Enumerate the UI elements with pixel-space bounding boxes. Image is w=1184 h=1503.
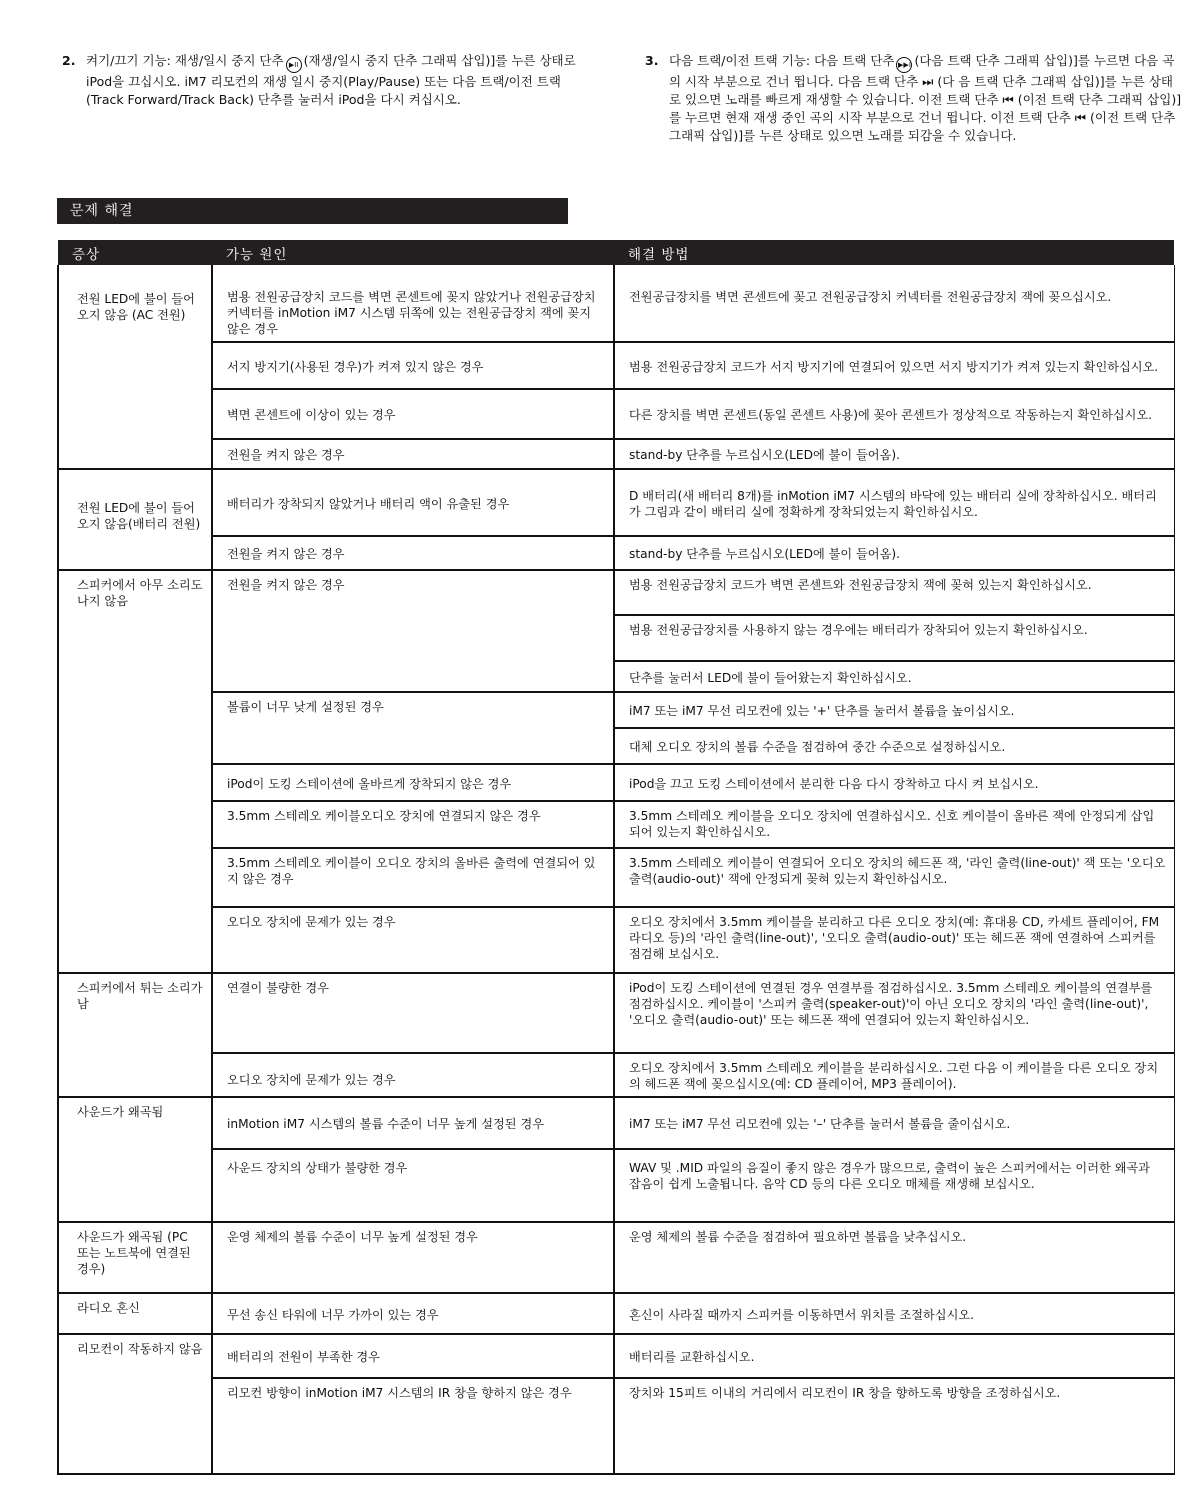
solution-cell: 3.5mm 스테레오 케이블이 연결되어 오디오 장치의 헤드폰 잭, '라인 출력(line-out)' 잭 또는 '오디오 출력(audio-out)' 잭에 안정되게 꽂혀 있는지 확인하십시오. bbox=[614, 848, 1174, 907]
header-cause: 가능 원인 bbox=[212, 240, 614, 265]
table-row bbox=[58, 439, 1174, 469]
troubleshooting-table bbox=[57, 240, 1173, 1475]
cause-cell: 배터리의 전원이 부족한 경우 bbox=[212, 1334, 614, 1378]
table-row bbox=[58, 692, 1174, 728]
solution-cell: WAV 및 .MID 파일의 음질이 좋지 않은 경우가 많으므로, 출력이 높은 스피커에서는 이러한 왜곡과 잡음이 쉽게 노출됩니다. 음악 CD 등의 다른 오디오 매체를 재생해 보십시오. bbox=[614, 1149, 1174, 1222]
solution-cell: 오디오 장치에서 3.5mm 스테레오 케이블을 분리하십시오. 그런 다음 이 케이블을 다른 오디오 장치의 헤드폰 잭에 꽂으십시오(예: CD 플레이어, MP3 플레이어). bbox=[614, 1053, 1174, 1097]
table-row bbox=[58, 1149, 1174, 1222]
cause-cell: 전원을 켜지 않은 경우 bbox=[212, 570, 614, 692]
cause-cell: 서지 방지기(사용된 경우)가 켜져 있지 않은 경우 bbox=[212, 342, 614, 389]
solution-cell: 대체 오디오 장치의 볼륨 수준을 점검하여 중간 수준으로 설정하십시오. bbox=[614, 728, 1174, 764]
table-row bbox=[58, 1293, 1174, 1334]
play-pause-icon: ▶II bbox=[286, 57, 302, 73]
table-row bbox=[58, 1097, 1174, 1149]
cause-cell: 범용 전원공급장치 코드를 벽면 콘센트에 꽂지 않았거나 전원공급장치 커넥터를 inMotion iM7 시스템 뒤쪽에 있는 전원공급장치 잭에 꽂지 않은 경우 bbox=[212, 265, 614, 342]
table-row bbox=[58, 342, 1174, 389]
table-row bbox=[58, 848, 1174, 907]
solution-cell: 장치와 15피트 이내의 거리에서 리모컨이 IR 창을 향하도록 방향을 조정하십시오. bbox=[614, 1378, 1174, 1474]
header-solution: 해결 방법 bbox=[614, 240, 1174, 265]
cause-cell: 사운드 장치의 상태가 불량한 경우 bbox=[212, 1149, 614, 1222]
step-number: 2. bbox=[62, 53, 76, 68]
symptom-cell: 스피커에서 아무 소리도 나지 않음 bbox=[58, 570, 212, 973]
cause-cell: 무선 송신 타워에 너무 가까이 있는 경우 bbox=[212, 1293, 614, 1334]
table-row bbox=[58, 801, 1174, 848]
step-text-cont: (다음 트랙 단추 그래픽 삽입)]를 누르면 다음 곡의 시작 부분으로 건너 뜁니다. 다음 트랙 단추 ⏭ (다 음 트랙 단추 그래픽 삽입)]를 누른 상태로 있으면 노래를 빠르게 재생할 수 있습니다. 이전 트랙 단추 ⏮ (이전 트랙 단추 그래픽 삽입)]를 누르면 현재 재생 중인 곡의 시작 부분으로 건너 뜁니다. 이전 트랙 단추 ⏮ (이전 트랙 단추 그래픽 삽입)]를 누른 상태로 있으면 노래를 되감을 수 있습니다. bbox=[669, 53, 1182, 143]
solution-cell: 오디오 장치에서 3.5mm 케이블을 분리하고 다른 오디오 장치(예: 휴대용 CD, 카세트 플레이어, FM 라디오 등)의 '라인 출력(line-out)', '오디오 출력(audio-out)' 또는 헤드폰 잭에 연결하여 스피커를 점검해 보십시오. bbox=[614, 907, 1174, 973]
cause-cell: 3.5mm 스테레오 케이블이 오디오 장치의 올바른 출력에 연결되어 있지 않은 경우 bbox=[212, 848, 614, 907]
cause-cell: inMotion iM7 시스템의 볼륨 수준이 너무 높게 설정된 경우 bbox=[212, 1097, 614, 1149]
solution-cell: iM7 또는 iM7 무선 리모컨에 있는 '+' 단추를 눌러서 볼륨을 높이십시오. bbox=[614, 692, 1174, 728]
solution-cell: 범용 전원공급장치 코드가 서지 방지기에 연결되어 있으면 서지 방지기가 켜져 있는지 확인하십시오. bbox=[614, 342, 1174, 389]
cause-cell: 연결이 불량한 경우 bbox=[212, 973, 614, 1053]
table-row bbox=[58, 1334, 1174, 1378]
symptom-cell: 사운드가 왜곡됨 (PC 또는 노트북에 연결된 경우) bbox=[58, 1222, 212, 1293]
section-title: 문제 해결 bbox=[57, 198, 568, 224]
symptom-cell: 사운드가 왜곡됨 bbox=[58, 1097, 212, 1222]
cause-cell: 전원을 켜지 않은 경우 bbox=[212, 439, 614, 469]
symptom-cell: 전원 LED에 불이 들어오지 않음 (AC 전원) bbox=[58, 265, 212, 469]
table-header bbox=[58, 240, 1174, 265]
table-row bbox=[58, 764, 1174, 801]
table-row bbox=[58, 973, 1174, 1053]
cause-cell: 운영 체제의 볼륨 수준이 너무 높게 설정된 경우 bbox=[212, 1222, 614, 1293]
step-text: 다음 트랙/이전 트랙 기능: 다음 트랙 단추 bbox=[669, 53, 895, 68]
solution-cell: stand-by 단추를 누르십시오(LED에 불이 들어옴). bbox=[614, 439, 1174, 469]
solution-cell: 다른 장치를 벽면 콘센트(동일 콘센트 사용)에 꽂아 콘센트가 정상적으로 작동하는지 확인하십시오. bbox=[614, 389, 1174, 439]
step-text: 켜기/끄기 기능: 재생/일시 중지 단추 bbox=[86, 53, 284, 68]
symptom-cell: 전원 LED에 불이 들어오지 않음(배터리 전원) bbox=[58, 469, 212, 570]
solution-cell: 전원공급장치를 벽면 콘센트에 꽂고 전원공급장치 커넥터를 전원공급장치 잭에 꽂으십시오. bbox=[614, 265, 1174, 342]
cause-cell: 리모컨 방향이 inMotion iM7 시스템의 IR 창을 향하지 않은 경우 bbox=[212, 1378, 614, 1474]
cause-cell: 오디오 장치에 문제가 있는 경우 bbox=[212, 1053, 614, 1097]
table-row bbox=[58, 1378, 1174, 1474]
cause-cell: 벽면 콘센트에 이상이 있는 경우 bbox=[212, 389, 614, 439]
cause-cell: 오디오 장치에 문제가 있는 경우 bbox=[212, 907, 614, 973]
solution-cell: 운영 체제의 볼륨 수준을 점검하여 필요하면 볼륨을 낮추십시오. bbox=[614, 1222, 1174, 1293]
cause-cell: 배터리가 장착되지 않았거나 배터리 액이 유출된 경우 bbox=[212, 469, 614, 536]
table-row bbox=[58, 1053, 1174, 1097]
table-row bbox=[58, 469, 1174, 536]
solution-cell: 3.5mm 스테레오 케이블을 오디오 장치에 연결하십시오. 신호 케이블이 올바른 잭에 안정되게 삽입되어 있는지 확인하십시오. bbox=[614, 801, 1174, 848]
symptom-cell: 리모컨이 작동하지 않음 bbox=[58, 1334, 212, 1474]
solution-cell: 혼신이 사라질 때까지 스피커를 이동하면서 위치를 조절하십시오. bbox=[614, 1293, 1174, 1334]
symptom-cell: 라디오 혼신 bbox=[58, 1293, 212, 1334]
solution-cell: iPod을 끄고 도킹 스테이션에서 분리한 다음 다시 장착하고 다시 켜 보십시오. bbox=[614, 764, 1174, 801]
step-number: 3. bbox=[645, 53, 659, 68]
intro-step-3 bbox=[645, 52, 1184, 145]
symptom-cell: 스피커에서 튀는 소리가 남 bbox=[58, 973, 212, 1097]
solution-cell: 범용 전원공급장치 코드가 벽면 콘센트와 전원공급장치 잭에 꽂혀 있는지 확인하십시오. bbox=[614, 570, 1174, 615]
cause-cell: 볼륨이 너무 낮게 설정된 경우 bbox=[212, 692, 614, 764]
table-row bbox=[58, 570, 1174, 615]
solution-cell: iM7 또는 iM7 무선 리모컨에 있는 '–' 단추를 눌러서 볼륨을 줄이십시오. bbox=[614, 1097, 1174, 1149]
header-symptom: 증상 bbox=[58, 240, 212, 265]
cause-cell: 3.5mm 스테레오 케이블오디오 장치에 연결되지 않은 경우 bbox=[212, 801, 614, 848]
solution-cell: stand-by 단추를 누르십시오(LED에 불이 들어옴). bbox=[614, 536, 1174, 570]
intro-step-2 bbox=[62, 52, 582, 109]
cause-cell: iPod이 도킹 스테이션에 올바르게 장착되지 않은 경우 bbox=[212, 764, 614, 801]
table-row bbox=[58, 265, 1174, 342]
cause-cell: 전원을 켜지 않은 경우 bbox=[212, 536, 614, 570]
step-text-cont: (재생/일시 중지 단추 그래픽 삽입)]를 누른 상태로 iPod을 끄십시오. iM7 리모컨의 재생 일시 중지(Play/Pause) 또는 다음 트랙/이전 트랙(Track Forward/Track Back) 단추를 눌러서 iPod을 다시 켜십시오. bbox=[86, 53, 576, 107]
solution-cell: 단추를 눌러서 LED에 불이 들어왔는지 확인하십시오. bbox=[614, 661, 1174, 692]
solution-cell: 배터리를 교환하십시오. bbox=[614, 1334, 1174, 1378]
next-track-icon: ▶▶I bbox=[896, 57, 912, 73]
solution-cell: 범용 전원공급장치를 사용하지 않는 경우에는 배터리가 장착되어 있는지 확인하십시오. bbox=[614, 615, 1174, 661]
table-row bbox=[58, 536, 1174, 570]
solution-cell: iPod이 도킹 스테이션에 연결된 경우 연결부를 점검하십시오. 3.5mm 스테레오 케이블의 연결부를 점검하십시오. 케이블이 '스피커 출력(speaker-out)'이 아닌 오디오 장치의 '라인 출력(line-out)', '오디오 출력(audio-out)' 또는 헤드폰 잭에 연결되어 있는지 확인하십시오. bbox=[614, 973, 1174, 1053]
table-row bbox=[58, 1222, 1174, 1293]
solution-cell: D 배터리(새 배터리 8개)를 inMotion iM7 시스템의 바닥에 있는 배터리 실에 장착하십시오. 배터리가 그림과 같이 배터리 실에 정확하게 장착되었는지 확인하십시오. bbox=[614, 469, 1174, 536]
table-row bbox=[58, 907, 1174, 973]
table-row bbox=[58, 389, 1174, 439]
